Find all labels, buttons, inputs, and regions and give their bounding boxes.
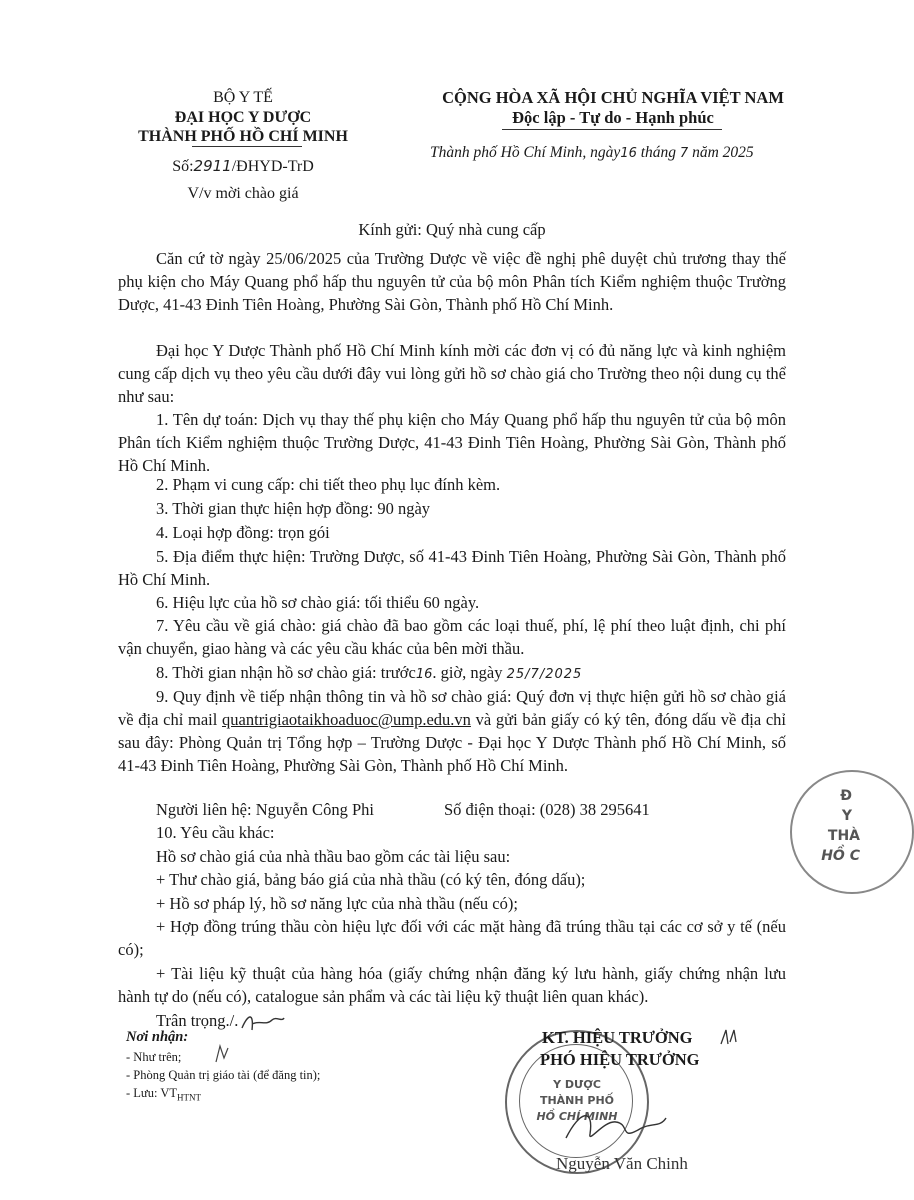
ministry-name: BỘ Y TẾ bbox=[213, 89, 273, 106]
item-submission-rules bbox=[118, 685, 786, 777]
document-number-handwritten: 2911 bbox=[193, 157, 232, 175]
item-project-name: 1. Tên dự toán: Dịch vụ thay thế phụ kiện cho Máy Quang phổ hấp thu nguyên tử của bộ môn Phân tích Kiểm nghiệm thuộc Trường Dược, 41-43 Đinh Tiên Hoàng, Phường Sài Gòn, Thành phố Hồ Chí Minh. bbox=[118, 410, 786, 475]
recipient-archive bbox=[126, 1086, 201, 1106]
item-other-requirements: 10. Yêu cầu khác: bbox=[156, 823, 275, 842]
document-item-quotation: + Thư chào giá, bảng báo giá của nhà thầu (có ký tên, đóng dấu); bbox=[156, 870, 586, 889]
deadline-hour-handwritten: 16 bbox=[415, 667, 433, 682]
partial-seal-text3: THÀ bbox=[827, 828, 860, 844]
paragraph-invitation: Đại học Y Dược Thành phố Hồ Chí Minh kính mời các đơn vị có đủ năng lực và kinh nghiệm cung cấp dịch vụ theo yêu cầu dưới đây vui lòng gửi hồ sơ chào giá cho Trường theo nội dung cụ thể như sau: bbox=[118, 341, 786, 406]
date-day-handwritten: 16 bbox=[620, 146, 637, 161]
partial-seal-text2: Y bbox=[841, 808, 852, 824]
submission-rules-after: và gửi bản giấy có ký tên, đóng dấu về địa chỉ sau đây: Phòng Quản trị Tổng hợp – Trường Dược - Đại học Y Dược Thành phố Hồ Chí Minh, số 41-43 Đinh Tiên Hoàng, Phường Sài Gòn, Thành phố Hồ Chí Minh. bbox=[118, 710, 786, 775]
item-contract-type: 4. Loại hợp đồng: trọn gói bbox=[156, 523, 330, 542]
national-motto: Độc lập - Tự do - Hạnh phúc bbox=[512, 108, 714, 127]
seal-text-line2: THÀNH PHỐ bbox=[539, 1094, 615, 1107]
header-underline-right bbox=[502, 129, 722, 130]
document-number-suffix: /ĐHYD-TrD bbox=[231, 158, 314, 175]
document-number-prefix: Số: bbox=[172, 158, 194, 175]
item-price-requirements: 7. Yêu cầu về giá chào: giá chào đã bao gồm các loại thuế, phí, lệ phí theo luật định, chi phí vận chuyển, giao hàng và các yêu cầu khác của bên mời thầu. bbox=[118, 616, 786, 658]
signature-title-mark bbox=[718, 1026, 742, 1053]
date-prefix: Thành phố Hồ Chí Minh, ngày bbox=[430, 144, 621, 161]
header-underline-left bbox=[192, 146, 302, 147]
item-validity: 6. Hiệu lực của hồ sơ chào giá: tối thiểu 60 ngày. bbox=[156, 593, 480, 612]
recipient-as-above: - Như trên; bbox=[126, 1050, 182, 1064]
signature-title-line2: PHÓ HIỆU TRƯỞNG bbox=[540, 1050, 700, 1069]
archive-subscript: HTNT bbox=[176, 1092, 201, 1103]
greeting: Kính gửi: Quý nhà cung cấp bbox=[358, 220, 546, 239]
paragraph-basis: Căn cứ tờ ngày 25/06/2025 của Trường Dược về việc đề nghị phê duyệt chủ trương thay thế phụ kiện cho Máy Quang phổ hấp thu nguyên tử của bộ môn Phân tích Kiểm nghiệm thuộc Trường Dược, 41-43 Đinh Tiên Hoàng, Phường Sài Gòn, Thành phố Hồ Chí Minh. bbox=[118, 249, 786, 314]
recipient-initial-mark bbox=[212, 1042, 232, 1069]
recipients-title: Nơi nhận: bbox=[126, 1029, 189, 1045]
document-item-contracts: + Hợp đồng trúng thầu còn hiệu lực đối với các mặt hàng đã trúng thầu tại các cơ sở y tế (nếu có); bbox=[118, 917, 786, 959]
seal-text-line3: HỒ CHÍ MINH bbox=[536, 1110, 618, 1123]
partial-seal-right bbox=[790, 770, 914, 894]
document-item-legal: + Hồ sơ pháp lý, hồ sơ năng lực của nhà thầu (nếu có); bbox=[156, 894, 518, 913]
submission-rules-before: 9. Quy định về tiếp nhận thông tin và hồ sơ chào giá: Quý đơn vị thực hiện gửi hồ sơ chào giá về địa chỉ mail bbox=[118, 687, 786, 729]
contact-person: Người liên hệ: Nguyễn Công Phi bbox=[156, 800, 374, 819]
signature-title-line1: KT. HIỆU TRƯỞNG bbox=[542, 1028, 693, 1047]
date-year: năm 2025 bbox=[692, 144, 754, 161]
deadline-date-handwritten: 25/7/2025 bbox=[506, 667, 583, 682]
country-name: CỘNG HÒA XÃ HỘI CHỦ NGHĨA VIỆT NAM bbox=[442, 88, 784, 107]
item-submission-deadline bbox=[156, 661, 582, 686]
archive-label: - Lưu: VT bbox=[126, 1086, 177, 1100]
university-name-line1: ĐẠI HỌC Y DƯỢC bbox=[174, 109, 312, 126]
document-date bbox=[430, 143, 754, 164]
deadline-mid: . giờ, ngày bbox=[432, 663, 503, 682]
item-scope: 2. Phạm vi cung cấp: chi tiết theo phụ lục đính kèm. bbox=[156, 475, 501, 494]
closing-line: Trân trọng./. bbox=[156, 1011, 239, 1030]
item-location: 5. Địa điểm thực hiện: Trường Dược, số 41-43 Đinh Tiên Hoàng, Phường Sài Gòn, Thành phố Hồ Chí Minh. bbox=[118, 547, 786, 589]
documents-intro: Hồ sơ chào giá của nhà thầu bao gồm các tài liệu sau: bbox=[156, 847, 511, 866]
date-month-prefix: tháng bbox=[640, 144, 677, 161]
submission-email-link[interactable]: quantrigiaotaikhoaduoc@ump.edu.vn bbox=[222, 710, 471, 729]
document-item-technical: + Tài liệu kỹ thuật của hàng hóa (giấy chứng nhận đăng ký lưu hành, giấy chứng nhận lưu hành tự do (nếu có), catalogue sản phẩm và các tài liệu kỹ thuật liên quan khác). bbox=[118, 964, 786, 1006]
partial-seal-text4: HỒ C bbox=[821, 848, 860, 864]
contact-phone: Số điện thoại: (028) 38 295641 bbox=[444, 800, 650, 819]
university-name-line2: THÀNH PHỐ HỒ CHÍ MINH bbox=[138, 128, 348, 145]
item-duration: 3. Thời gian thực hiện hợp đồng: 90 ngày bbox=[156, 499, 431, 518]
partial-seal-text1: Đ bbox=[840, 788, 852, 804]
date-month-handwritten: 7 bbox=[679, 146, 689, 161]
closing-initial-mark bbox=[238, 1010, 286, 1039]
recipient-admin-office: - Phòng Quản trị giáo tài (để đăng tin); bbox=[126, 1068, 321, 1082]
deadline-prefix: 8. Thời gian nhận hồ sơ chào giá: trước bbox=[156, 663, 416, 682]
document-subject: V/v mời chào giá bbox=[187, 185, 299, 202]
seal-text-line1: Y DƯỢC bbox=[553, 1078, 601, 1091]
signer-name: Nguyễn Văn Chinh bbox=[556, 1154, 688, 1173]
handwritten-signature bbox=[560, 1100, 670, 1155]
document-number bbox=[118, 156, 368, 177]
